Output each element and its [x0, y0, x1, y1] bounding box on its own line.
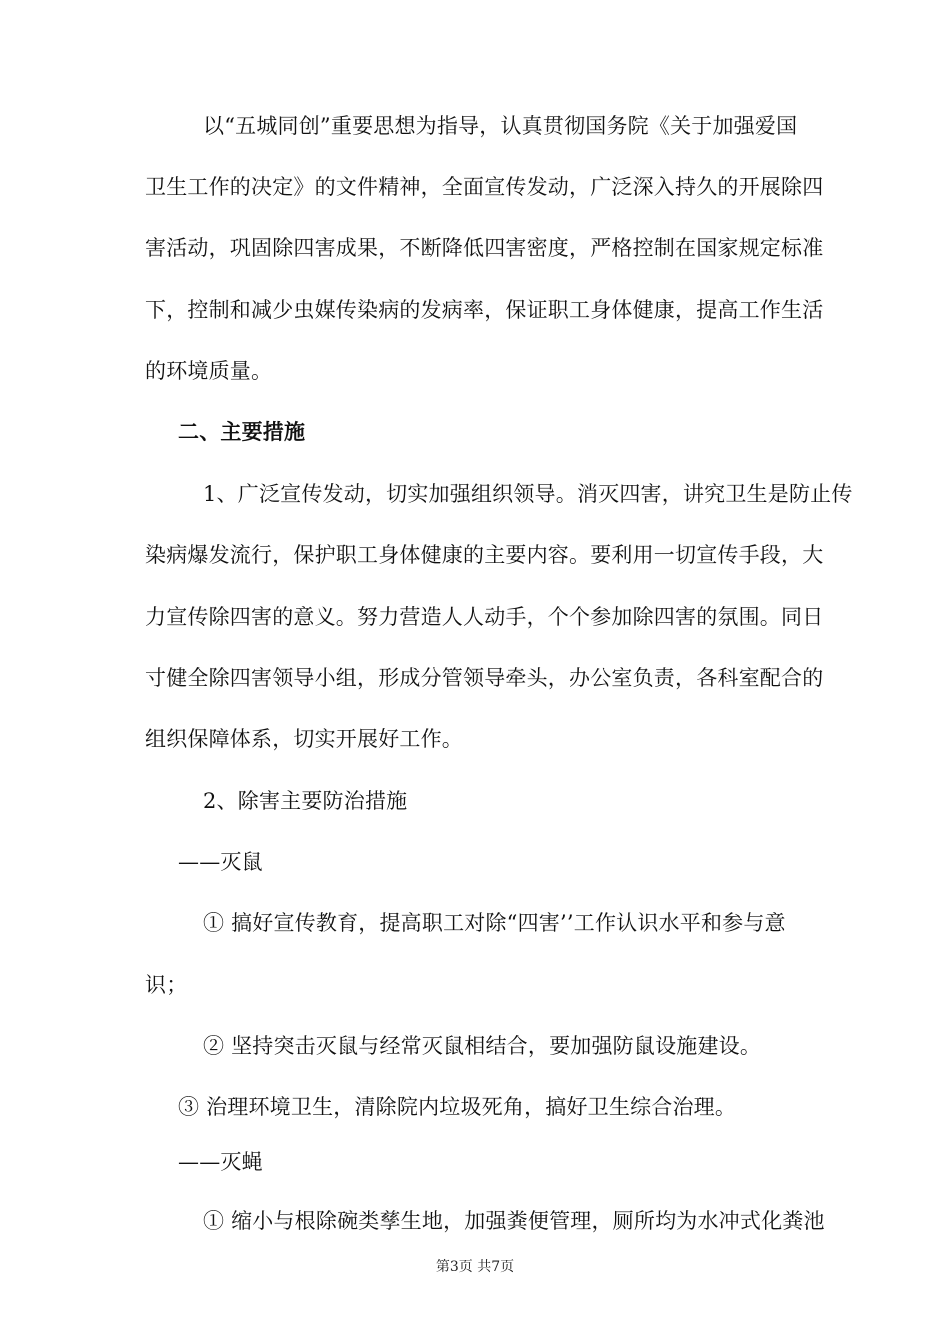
subsection-dash-heading: ——灭蝇 — [178, 1150, 263, 1174]
list-item-line: ① 缩小与根除碗类孳生地，加强粪便管理，厕所均为水冲式化粪池 — [203, 1209, 825, 1233]
body-paragraph-line: 染病爆发流行，保护职工身体健康的主要内容。要利用一切宣传手段，大 — [145, 543, 824, 567]
body-paragraph-line: 寸健全除四害领导小组，形成分管领导牵头，办公室负责，各科室配合的 — [145, 666, 824, 690]
list-item-line: ① 搞好宣传教育，提高职工对除“四害’’工作认识水平和参与意 — [203, 911, 786, 935]
list-item-line: ③ 治理环境卫生，清除院内垃圾死角，搞好卫生综合治理。 — [178, 1095, 737, 1119]
list-item-line: 识； — [145, 973, 188, 997]
page-number-footer: 第3页 共7页 — [435, 1259, 515, 1275]
list-item-line: ② 坚持突击灭鼠与经常灭鼠相结合，要加强防鼠设施建设。 — [203, 1034, 762, 1058]
body-paragraph-line: 力宣传除四害的意义。努力营造人人动手，个个参加除四害的氛围。同日 — [145, 605, 824, 629]
body-paragraph-line: 害活动，巩固除四害成果，不断降低四害密度，严格控制在国家规定标准 — [145, 236, 824, 260]
body-paragraph-line: 1、广泛宣传发动，切实加强组织领导。消灭四害，讲究卫生是防止传 — [203, 482, 853, 506]
subsection-dash-heading: ——灭鼠 — [178, 850, 263, 874]
body-paragraph-line: 的环境质量。 — [145, 359, 273, 383]
body-paragraph-line: 卫生工作的决定》的文件精神，全面宣传发动，广泛深入持久的开展除四 — [145, 175, 824, 199]
subsection-title: 2、除害主要防治措施 — [203, 789, 408, 813]
body-paragraph-line: 以“五城同创”重要思想为指导，认真贯彻国务院《关于加强爱国 — [203, 114, 798, 138]
section-heading: 二、主要措施 — [178, 419, 306, 444]
body-paragraph-line: 下，控制和减少虫媒传染病的发病率，保证职工身体健康，提高工作生活 — [145, 298, 824, 322]
body-paragraph-line: 组织保障体系，切实开展好工作。 — [145, 727, 463, 751]
